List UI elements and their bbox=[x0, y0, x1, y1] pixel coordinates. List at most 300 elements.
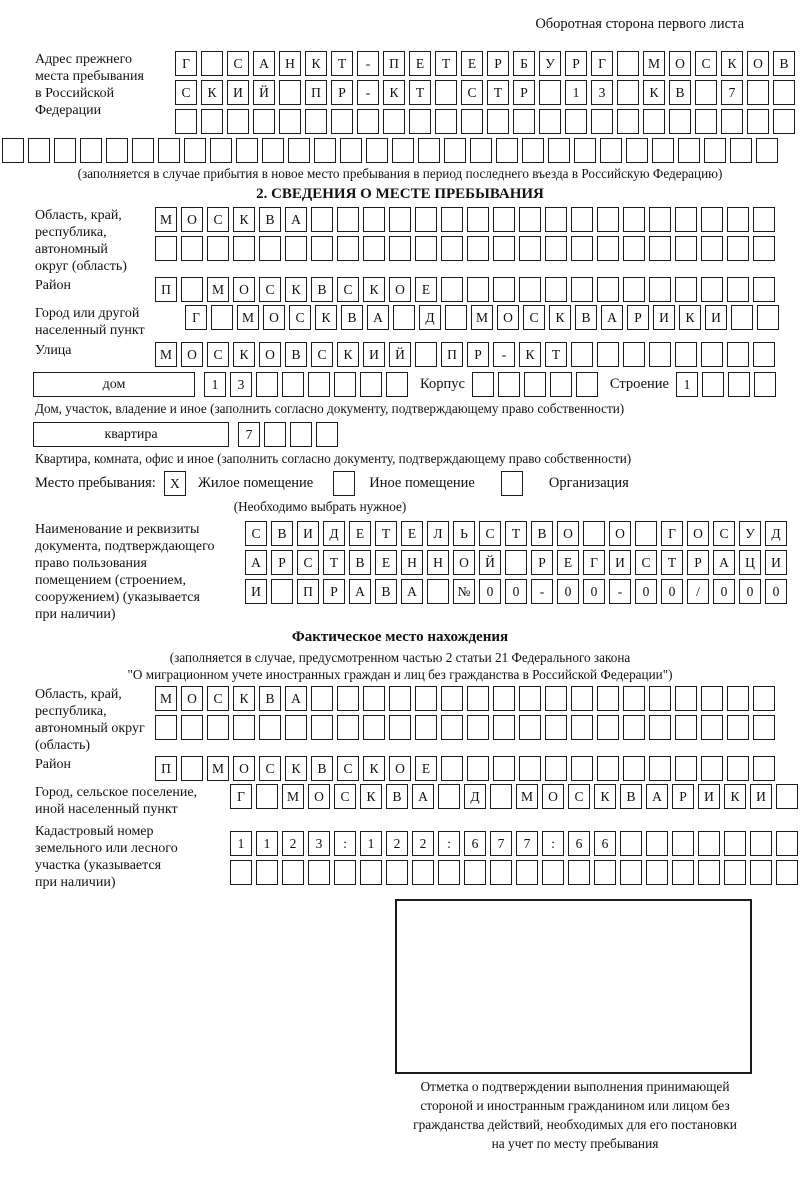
char-cell[interactable]: О bbox=[453, 550, 475, 575]
char-cell[interactable]: : bbox=[542, 831, 564, 856]
char-cell[interactable]: М bbox=[155, 342, 177, 367]
char-cell[interactable]: Р bbox=[627, 305, 649, 330]
char-cell[interactable] bbox=[698, 860, 720, 885]
char-cell[interactable] bbox=[727, 236, 749, 261]
char-cell[interactable]: В bbox=[349, 550, 371, 575]
char-cell[interactable] bbox=[545, 756, 567, 781]
char-cell[interactable] bbox=[467, 236, 489, 261]
char-cell[interactable]: О bbox=[259, 342, 281, 367]
char-cell[interactable] bbox=[282, 860, 304, 885]
char-cell[interactable]: О bbox=[389, 277, 411, 302]
char-cell[interactable] bbox=[649, 715, 671, 740]
char-cell[interactable] bbox=[444, 138, 466, 163]
char-cell[interactable]: К bbox=[363, 756, 385, 781]
char-cell[interactable] bbox=[498, 372, 520, 397]
char-cell[interactable] bbox=[80, 138, 102, 163]
char-cell[interactable] bbox=[542, 860, 564, 885]
char-cell[interactable] bbox=[773, 109, 795, 134]
char-cell[interactable]: К bbox=[679, 305, 701, 330]
char-cell[interactable] bbox=[331, 109, 353, 134]
char-cell[interactable] bbox=[675, 756, 697, 781]
char-cell[interactable]: Р bbox=[565, 51, 587, 76]
char-cell[interactable]: А bbox=[285, 686, 307, 711]
char-cell[interactable]: Т bbox=[487, 80, 509, 105]
char-cell[interactable]: - bbox=[357, 80, 379, 105]
char-cell[interactable] bbox=[649, 342, 671, 367]
char-cell[interactable] bbox=[731, 305, 753, 330]
char-cell[interactable]: Е bbox=[557, 550, 579, 575]
char-cell[interactable]: М bbox=[155, 207, 177, 232]
char-cell[interactable]: К bbox=[233, 342, 255, 367]
char-cell[interactable] bbox=[184, 138, 206, 163]
char-cell[interactable]: - bbox=[609, 579, 631, 604]
char-cell[interactable] bbox=[285, 715, 307, 740]
char-cell[interactable]: Н bbox=[427, 550, 449, 575]
char-cell[interactable]: О bbox=[497, 305, 519, 330]
char-cell[interactable] bbox=[571, 686, 593, 711]
char-cell[interactable]: М bbox=[643, 51, 665, 76]
char-cell[interactable]: М bbox=[155, 686, 177, 711]
char-cell[interactable]: Ц bbox=[739, 550, 761, 575]
char-cell[interactable]: К bbox=[315, 305, 337, 330]
char-cell[interactable]: В bbox=[311, 756, 333, 781]
char-cell[interactable]: Р bbox=[323, 579, 345, 604]
char-cell[interactable]: П bbox=[297, 579, 319, 604]
char-cell[interactable]: О bbox=[308, 784, 330, 809]
char-cell[interactable]: В bbox=[620, 784, 642, 809]
char-cell[interactable] bbox=[311, 715, 333, 740]
char-cell[interactable]: 2 bbox=[386, 831, 408, 856]
char-cell[interactable]: 1 bbox=[256, 831, 278, 856]
char-cell[interactable]: Г bbox=[661, 521, 683, 546]
char-cell[interactable] bbox=[441, 756, 463, 781]
char-cell[interactable] bbox=[461, 109, 483, 134]
char-cell[interactable] bbox=[672, 831, 694, 856]
char-cell[interactable] bbox=[776, 860, 798, 885]
char-cell[interactable]: В bbox=[575, 305, 597, 330]
char-cell[interactable]: Д bbox=[765, 521, 787, 546]
char-cell[interactable] bbox=[519, 756, 541, 781]
char-cell[interactable]: И bbox=[705, 305, 727, 330]
char-cell[interactable] bbox=[155, 715, 177, 740]
char-cell[interactable] bbox=[415, 686, 437, 711]
char-cell[interactable] bbox=[438, 860, 460, 885]
char-cell[interactable]: 1 bbox=[565, 80, 587, 105]
char-cell[interactable] bbox=[435, 109, 457, 134]
char-cell[interactable] bbox=[279, 80, 301, 105]
char-cell[interactable]: Л bbox=[427, 521, 449, 546]
char-cell[interactable]: П bbox=[155, 277, 177, 302]
char-cell[interactable] bbox=[652, 138, 674, 163]
char-cell[interactable]: И bbox=[363, 342, 385, 367]
char-cell[interactable]: А bbox=[601, 305, 623, 330]
char-cell[interactable] bbox=[548, 138, 570, 163]
char-cell[interactable]: : bbox=[334, 831, 356, 856]
char-cell[interactable] bbox=[524, 372, 546, 397]
stay-option-other-checkbox[interactable] bbox=[333, 471, 355, 496]
char-cell[interactable] bbox=[132, 138, 154, 163]
char-cell[interactable]: П bbox=[441, 342, 463, 367]
char-cell[interactable] bbox=[435, 80, 457, 105]
char-cell[interactable]: 0 bbox=[505, 579, 527, 604]
char-cell[interactable]: В bbox=[259, 686, 281, 711]
char-cell[interactable]: И bbox=[297, 521, 319, 546]
char-cell[interactable]: О bbox=[687, 521, 709, 546]
char-cell[interactable]: К bbox=[285, 756, 307, 781]
char-cell[interactable]: Д bbox=[464, 784, 486, 809]
char-cell[interactable]: К bbox=[233, 207, 255, 232]
char-cell[interactable]: Р bbox=[687, 550, 709, 575]
char-cell[interactable] bbox=[28, 138, 50, 163]
char-cell[interactable] bbox=[750, 860, 772, 885]
char-cell[interactable] bbox=[753, 686, 775, 711]
char-cell[interactable] bbox=[233, 715, 255, 740]
char-cell[interactable] bbox=[256, 372, 278, 397]
char-cell[interactable]: Т bbox=[409, 80, 431, 105]
char-cell[interactable]: 3 bbox=[230, 372, 252, 397]
char-cell[interactable]: Т bbox=[331, 51, 353, 76]
char-cell[interactable]: Е bbox=[415, 277, 437, 302]
char-cell[interactable]: Д bbox=[419, 305, 441, 330]
char-cell[interactable]: У bbox=[539, 51, 561, 76]
char-cell[interactable]: 7 bbox=[516, 831, 538, 856]
char-cell[interactable] bbox=[583, 521, 605, 546]
char-cell[interactable] bbox=[727, 715, 749, 740]
char-cell[interactable] bbox=[597, 756, 619, 781]
char-cell[interactable] bbox=[271, 579, 293, 604]
char-cell[interactable] bbox=[496, 138, 518, 163]
char-cell[interactable]: Й bbox=[253, 80, 275, 105]
char-cell[interactable] bbox=[727, 277, 749, 302]
char-cell[interactable] bbox=[753, 342, 775, 367]
char-cell[interactable] bbox=[516, 860, 538, 885]
char-cell[interactable] bbox=[467, 756, 489, 781]
char-cell[interactable] bbox=[727, 342, 749, 367]
char-cell[interactable] bbox=[646, 831, 668, 856]
char-cell[interactable] bbox=[753, 756, 775, 781]
char-cell[interactable] bbox=[363, 686, 385, 711]
char-cell[interactable] bbox=[311, 236, 333, 261]
char-cell[interactable] bbox=[594, 860, 616, 885]
char-cell[interactable]: А bbox=[412, 784, 434, 809]
char-cell[interactable]: Р bbox=[487, 51, 509, 76]
char-cell[interactable]: С bbox=[245, 521, 267, 546]
char-cell[interactable] bbox=[282, 372, 304, 397]
char-cell[interactable]: Т bbox=[661, 550, 683, 575]
char-cell[interactable]: И bbox=[227, 80, 249, 105]
char-cell[interactable] bbox=[545, 207, 567, 232]
char-cell[interactable]: К bbox=[724, 784, 746, 809]
char-cell[interactable]: 0 bbox=[661, 579, 683, 604]
char-cell[interactable] bbox=[493, 686, 515, 711]
char-cell[interactable] bbox=[721, 109, 743, 134]
char-cell[interactable]: 7 bbox=[238, 422, 260, 447]
char-cell[interactable]: С bbox=[635, 550, 657, 575]
char-cell[interactable]: 7 bbox=[490, 831, 512, 856]
char-cell[interactable] bbox=[675, 715, 697, 740]
char-cell[interactable]: А bbox=[285, 207, 307, 232]
char-cell[interactable]: Й bbox=[389, 342, 411, 367]
char-cell[interactable] bbox=[285, 236, 307, 261]
char-cell[interactable]: С bbox=[713, 521, 735, 546]
char-cell[interactable] bbox=[701, 236, 723, 261]
char-cell[interactable] bbox=[305, 109, 327, 134]
char-cell[interactable]: В bbox=[285, 342, 307, 367]
char-cell[interactable]: Н bbox=[279, 51, 301, 76]
char-cell[interactable] bbox=[415, 715, 437, 740]
char-cell[interactable] bbox=[383, 109, 405, 134]
char-cell[interactable] bbox=[724, 831, 746, 856]
char-cell[interactable]: 1 bbox=[360, 831, 382, 856]
char-cell[interactable]: Р bbox=[672, 784, 694, 809]
char-cell[interactable] bbox=[412, 860, 434, 885]
char-cell[interactable] bbox=[571, 236, 593, 261]
char-cell[interactable]: - bbox=[531, 579, 553, 604]
char-cell[interactable] bbox=[617, 51, 639, 76]
char-cell[interactable] bbox=[337, 686, 359, 711]
char-cell[interactable]: Г bbox=[591, 51, 613, 76]
char-cell[interactable] bbox=[415, 342, 437, 367]
char-cell[interactable] bbox=[623, 342, 645, 367]
char-cell[interactable] bbox=[2, 138, 24, 163]
char-cell[interactable] bbox=[675, 236, 697, 261]
char-cell[interactable] bbox=[701, 756, 723, 781]
char-cell[interactable] bbox=[519, 236, 541, 261]
char-cell[interactable] bbox=[623, 756, 645, 781]
char-cell[interactable] bbox=[773, 80, 795, 105]
char-cell[interactable]: О bbox=[669, 51, 691, 76]
char-cell[interactable] bbox=[597, 715, 619, 740]
char-cell[interactable]: К bbox=[383, 80, 405, 105]
char-cell[interactable] bbox=[470, 138, 492, 163]
char-cell[interactable]: 3 bbox=[591, 80, 613, 105]
char-cell[interactable] bbox=[635, 521, 657, 546]
char-cell[interactable]: О bbox=[609, 521, 631, 546]
char-cell[interactable] bbox=[253, 109, 275, 134]
char-cell[interactable] bbox=[646, 860, 668, 885]
char-cell[interactable] bbox=[256, 860, 278, 885]
char-cell[interactable]: А bbox=[646, 784, 668, 809]
char-cell[interactable] bbox=[571, 715, 593, 740]
char-cell[interactable] bbox=[539, 80, 561, 105]
char-cell[interactable] bbox=[649, 207, 671, 232]
char-cell[interactable] bbox=[724, 860, 746, 885]
char-cell[interactable]: 1 bbox=[676, 372, 698, 397]
char-cell[interactable]: Е bbox=[375, 550, 397, 575]
char-cell[interactable]: 6 bbox=[568, 831, 590, 856]
char-cell[interactable] bbox=[626, 138, 648, 163]
char-cell[interactable] bbox=[617, 109, 639, 134]
char-cell[interactable] bbox=[649, 277, 671, 302]
char-cell[interactable] bbox=[264, 422, 286, 447]
char-cell[interactable]: К bbox=[549, 305, 571, 330]
char-cell[interactable] bbox=[493, 236, 515, 261]
char-cell[interactable] bbox=[727, 686, 749, 711]
char-cell[interactable]: 2 bbox=[412, 831, 434, 856]
char-cell[interactable] bbox=[750, 831, 772, 856]
char-cell[interactable]: М bbox=[207, 277, 229, 302]
char-cell[interactable] bbox=[337, 236, 359, 261]
char-cell[interactable] bbox=[597, 207, 619, 232]
char-cell[interactable] bbox=[441, 715, 463, 740]
char-cell[interactable]: С bbox=[227, 51, 249, 76]
char-cell[interactable]: / bbox=[687, 579, 709, 604]
char-cell[interactable] bbox=[617, 80, 639, 105]
char-cell[interactable] bbox=[392, 138, 414, 163]
char-cell[interactable] bbox=[386, 372, 408, 397]
char-cell[interactable]: О bbox=[233, 756, 255, 781]
char-cell[interactable] bbox=[308, 860, 330, 885]
char-cell[interactable]: Р bbox=[271, 550, 293, 575]
char-cell[interactable] bbox=[363, 207, 385, 232]
char-cell[interactable] bbox=[290, 422, 312, 447]
char-cell[interactable] bbox=[701, 342, 723, 367]
char-cell[interactable] bbox=[701, 207, 723, 232]
char-cell[interactable]: С bbox=[289, 305, 311, 330]
char-cell[interactable] bbox=[754, 372, 776, 397]
char-cell[interactable] bbox=[464, 860, 486, 885]
char-cell[interactable] bbox=[106, 138, 128, 163]
char-cell[interactable] bbox=[441, 686, 463, 711]
char-cell[interactable]: О bbox=[263, 305, 285, 330]
char-cell[interactable]: В bbox=[271, 521, 293, 546]
char-cell[interactable]: К bbox=[360, 784, 382, 809]
char-cell[interactable]: П bbox=[305, 80, 327, 105]
char-cell[interactable]: А bbox=[245, 550, 267, 575]
char-cell[interactable] bbox=[576, 372, 598, 397]
char-cell[interactable] bbox=[623, 207, 645, 232]
char-cell[interactable] bbox=[701, 715, 723, 740]
char-cell[interactable]: 7 bbox=[721, 80, 743, 105]
char-cell[interactable] bbox=[389, 236, 411, 261]
char-cell[interactable]: С bbox=[334, 784, 356, 809]
char-cell[interactable] bbox=[201, 51, 223, 76]
char-cell[interactable]: В bbox=[773, 51, 795, 76]
char-cell[interactable] bbox=[571, 342, 593, 367]
char-cell[interactable] bbox=[415, 207, 437, 232]
char-cell[interactable] bbox=[675, 277, 697, 302]
char-cell[interactable] bbox=[519, 715, 541, 740]
char-cell[interactable]: С bbox=[175, 80, 197, 105]
char-cell[interactable] bbox=[337, 715, 359, 740]
char-cell[interactable] bbox=[363, 236, 385, 261]
char-cell[interactable] bbox=[314, 138, 336, 163]
char-cell[interactable]: 0 bbox=[635, 579, 657, 604]
char-cell[interactable] bbox=[756, 138, 778, 163]
char-cell[interactable] bbox=[445, 305, 467, 330]
char-cell[interactable] bbox=[727, 207, 749, 232]
char-cell[interactable]: А bbox=[349, 579, 371, 604]
char-cell[interactable]: С bbox=[207, 207, 229, 232]
char-cell[interactable] bbox=[620, 831, 642, 856]
char-cell[interactable]: Г bbox=[185, 305, 207, 330]
char-cell[interactable]: Б bbox=[513, 51, 535, 76]
char-cell[interactable]: С bbox=[297, 550, 319, 575]
char-cell[interactable]: С bbox=[695, 51, 717, 76]
char-cell[interactable] bbox=[571, 277, 593, 302]
char-cell[interactable] bbox=[415, 236, 437, 261]
char-cell[interactable]: К bbox=[721, 51, 743, 76]
char-cell[interactable]: П bbox=[383, 51, 405, 76]
char-cell[interactable] bbox=[386, 860, 408, 885]
char-cell[interactable]: О bbox=[557, 521, 579, 546]
char-cell[interactable]: А bbox=[253, 51, 275, 76]
char-cell[interactable] bbox=[702, 372, 724, 397]
char-cell[interactable] bbox=[54, 138, 76, 163]
char-cell[interactable]: Е bbox=[461, 51, 483, 76]
char-cell[interactable] bbox=[259, 715, 281, 740]
char-cell[interactable]: К bbox=[363, 277, 385, 302]
char-cell[interactable]: П bbox=[155, 756, 177, 781]
char-cell[interactable]: М bbox=[282, 784, 304, 809]
char-cell[interactable] bbox=[597, 342, 619, 367]
char-cell[interactable] bbox=[155, 236, 177, 261]
char-cell[interactable] bbox=[427, 579, 449, 604]
char-cell[interactable] bbox=[311, 686, 333, 711]
char-cell[interactable]: : bbox=[438, 831, 460, 856]
char-cell[interactable] bbox=[571, 756, 593, 781]
char-cell[interactable] bbox=[623, 715, 645, 740]
char-cell[interactable]: С bbox=[479, 521, 501, 546]
char-cell[interactable]: О bbox=[389, 756, 411, 781]
char-cell[interactable] bbox=[545, 277, 567, 302]
char-cell[interactable] bbox=[623, 277, 645, 302]
char-cell[interactable] bbox=[334, 860, 356, 885]
char-cell[interactable] bbox=[438, 784, 460, 809]
char-cell[interactable] bbox=[701, 686, 723, 711]
char-cell[interactable]: Н bbox=[401, 550, 423, 575]
char-cell[interactable]: О bbox=[181, 342, 203, 367]
char-cell[interactable]: О bbox=[181, 686, 203, 711]
char-cell[interactable] bbox=[279, 109, 301, 134]
char-cell[interactable]: О bbox=[542, 784, 564, 809]
char-cell[interactable]: Т bbox=[545, 342, 567, 367]
char-cell[interactable]: С bbox=[337, 756, 359, 781]
char-cell[interactable] bbox=[181, 236, 203, 261]
char-cell[interactable]: В bbox=[669, 80, 691, 105]
char-cell[interactable] bbox=[623, 686, 645, 711]
char-cell[interactable]: А bbox=[713, 550, 735, 575]
char-cell[interactable] bbox=[747, 80, 769, 105]
char-cell[interactable] bbox=[649, 236, 671, 261]
char-cell[interactable] bbox=[418, 138, 440, 163]
char-cell[interactable] bbox=[623, 236, 645, 261]
char-cell[interactable] bbox=[467, 277, 489, 302]
char-cell[interactable]: Т bbox=[505, 521, 527, 546]
char-cell[interactable]: И bbox=[750, 784, 772, 809]
char-cell[interactable]: С bbox=[259, 277, 281, 302]
char-cell[interactable]: Т bbox=[323, 550, 345, 575]
char-cell[interactable]: К bbox=[201, 80, 223, 105]
char-cell[interactable]: В bbox=[259, 207, 281, 232]
char-cell[interactable] bbox=[545, 715, 567, 740]
char-cell[interactable]: И bbox=[653, 305, 675, 330]
char-cell[interactable] bbox=[441, 277, 463, 302]
char-cell[interactable]: 6 bbox=[594, 831, 616, 856]
char-cell[interactable] bbox=[181, 277, 203, 302]
char-cell[interactable] bbox=[259, 236, 281, 261]
char-cell[interactable] bbox=[698, 831, 720, 856]
char-cell[interactable] bbox=[210, 138, 232, 163]
char-cell[interactable] bbox=[357, 109, 379, 134]
char-cell[interactable]: М bbox=[237, 305, 259, 330]
char-cell[interactable] bbox=[472, 372, 494, 397]
char-cell[interactable]: А bbox=[367, 305, 389, 330]
char-cell[interactable]: 1 bbox=[204, 372, 226, 397]
char-cell[interactable] bbox=[513, 109, 535, 134]
char-cell[interactable] bbox=[591, 109, 613, 134]
char-cell[interactable] bbox=[675, 342, 697, 367]
